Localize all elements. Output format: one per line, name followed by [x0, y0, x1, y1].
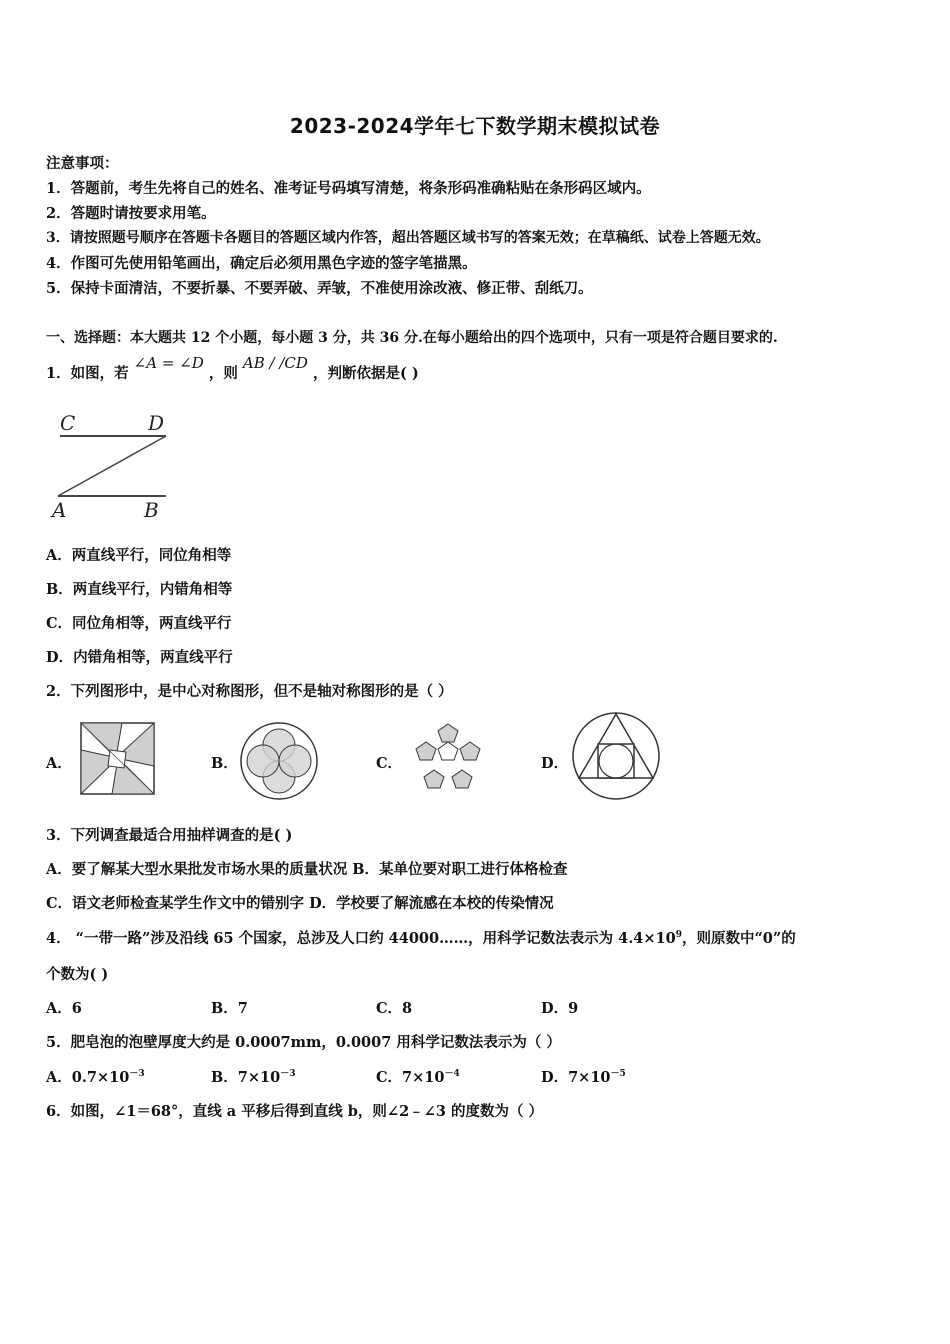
- q2-label-c[interactable]: C．: [376, 755, 403, 772]
- q4-stem-exponent: 9: [675, 930, 682, 941]
- q4-option-a[interactable]: A．6: [46, 1000, 82, 1017]
- q5-option-c-base: C．7×10: [376, 1069, 445, 1086]
- q4-option-d[interactable]: D．9: [541, 1000, 579, 1017]
- q5-option-d-base: D．7×10: [541, 1069, 611, 1086]
- q4-stem-line2: 个数为( ): [46, 966, 109, 983]
- q5-stem: 5．肥皂泡的泡壁厚度大约是 0.0007mm，0.0007 用科学记数法表示为（ ）: [46, 1034, 561, 1051]
- line-da: [58, 436, 166, 496]
- notice-item-1: 1．答题前，考生先将自己的姓名、准考证号码填写清楚，将条形码准确粘贴在条形码区域内。: [46, 180, 651, 197]
- q5-option-b-exp: －3: [280, 1069, 296, 1080]
- q1-option-c[interactable]: C．同位角相等，两直线平行: [46, 615, 232, 632]
- q1-option-a[interactable]: A．两直线平行，同位角相等: [46, 547, 232, 564]
- q4-stem-a: 4． “一带一路”涉及沿线 65 个国家，总涉及人口约 44000……，用科学记数法表示为 4.4×10: [46, 930, 676, 947]
- section1-heading: 一、选择题：本大题共 12 个小题，每小题 3 分，共 36 分.在每小题给出的四个选项中，只有一项是符合题目要求的.: [46, 330, 778, 346]
- q5-option-d-exp: －5: [610, 1069, 626, 1080]
- q1-option-d[interactable]: D．内错角相等，两直线平行: [46, 649, 233, 666]
- q1-figure: [48, 410, 178, 525]
- q5-option-c-exp: －4: [444, 1069, 460, 1080]
- notice-item-5: 5．保持卡面清洁，不要折暴、不要弄破、弄皱，不准使用涂改液、修正带、刮纸刀。: [46, 280, 593, 297]
- q5-option-a-base: A．0.7×10: [46, 1069, 130, 1086]
- q2-figure-d[interactable]: [570, 710, 662, 802]
- q1-prefix: 1．如图，若: [46, 365, 129, 382]
- q4-option-b[interactable]: B．7: [211, 1000, 248, 1017]
- label-c: C: [60, 411, 76, 435]
- q5-option-b[interactable]: [211, 1066, 295, 1087]
- q3-options-line2[interactable]: C．语文老师检查某学生作文中的错别字 D．学校要了解流感在本校的传染情况: [46, 895, 554, 912]
- q5-option-a-exp: －3: [129, 1069, 145, 1080]
- q5-option-b-base: B．7×10: [211, 1069, 281, 1086]
- q2-figure-a[interactable]: [80, 722, 156, 796]
- q1-option-b[interactable]: B．两直线平行，内错角相等: [46, 581, 233, 598]
- q5-option-a[interactable]: [46, 1066, 145, 1087]
- q4-stem: [46, 927, 796, 948]
- q1-math-angle: ∠A = ∠D: [133, 354, 204, 372]
- notice-item-2: 2．答题时请按要求用笔。: [46, 205, 216, 222]
- q5-option-d[interactable]: [541, 1066, 626, 1087]
- q1-stem: [46, 354, 419, 383]
- notice-item-3: 3．请按照题号顺序在答题卡各题目的答题区域内作答，超出答题区域书写的答案无效；在草稿纸、试卷上答题无效。: [46, 230, 770, 246]
- q1-mid: ，则: [208, 365, 238, 382]
- label-b: B: [144, 498, 159, 522]
- q4-option-c[interactable]: C．8: [376, 1000, 413, 1017]
- label-a: A: [52, 498, 67, 522]
- q2-figure-b[interactable]: [238, 720, 320, 802]
- q2-stem: 2．下列图形中，是中心对称图形，但不是轴对称图形的是（ ）: [46, 683, 453, 700]
- exam-title: 2023-2024学年七下数学期末模拟试卷: [289, 114, 661, 138]
- q3-options-line1[interactable]: A．要了解某大型水果批发市场水果的质量状况 B．某单位要对职工进行体格检查: [46, 861, 568, 878]
- q4-stem-b: ，则原数中“0”的: [681, 930, 796, 947]
- notice-heading: 注意事项：: [46, 155, 119, 172]
- q2-label-b[interactable]: B．: [211, 755, 238, 772]
- q3-stem: 3．下列调查最适合用抽样调查的是( ): [46, 827, 293, 844]
- label-d: D: [148, 411, 165, 435]
- q2-label-d[interactable]: D．: [541, 755, 569, 772]
- q1-suffix: ，判断依据是( ): [312, 365, 419, 382]
- q5-option-c[interactable]: [376, 1066, 460, 1087]
- q2-label-a[interactable]: A．: [46, 755, 72, 772]
- q6-stem: 6．如图，∠1＝68°，直线 a 平移后得到直线 b，则∠2﹣∠3 的度数为（ ）: [46, 1103, 544, 1120]
- q2-figure-c[interactable]: [406, 722, 490, 798]
- notice-item-4: 4．作图可先使用铅笔画出，确定后必须用黑色字迹的签字笔描黑。: [46, 255, 477, 272]
- q1-math-parallel: AB / /CD: [242, 354, 308, 372]
